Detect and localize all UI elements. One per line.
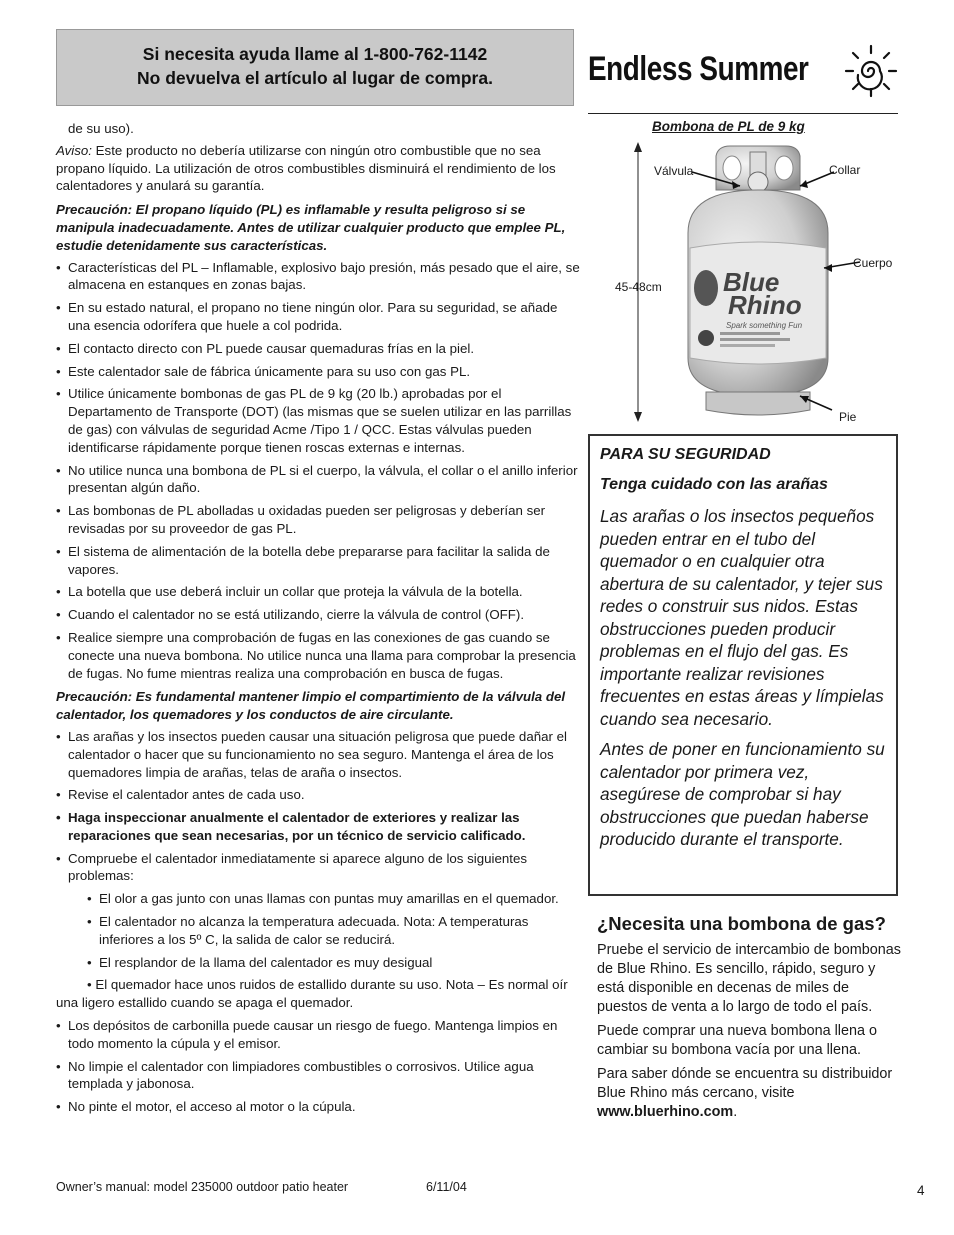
tank-diagram-title: Bombona de PL de 9 kg <box>652 119 805 134</box>
sub-list-item: • El resplandor de la llama del calentador es muy desigual <box>56 954 581 972</box>
list-item: • Cuando el calentador no se está utilizando, cierre la válvula de control (OFF). <box>56 606 581 624</box>
footer-date: 6/11/04 <box>426 1180 467 1194</box>
return-notice-line: No devuelva el artículo al lugar de compra. <box>137 68 493 88</box>
height-label: 45-48cm <box>615 280 662 294</box>
page-number: 4 <box>917 1183 925 1198</box>
foot-label: Pie <box>839 410 857 424</box>
caution-cleaning: Precaución: Es fundamental mantener limpio el compartimiento de la válvula del calentador, los quemadores y los conductos de aire circulante. <box>56 689 566 723</box>
list-item: • Este calentador sale de fábrica únicamente para su uso con gas PL. <box>56 363 581 381</box>
sun-logo-icon <box>842 44 900 98</box>
list-item-annual-inspection: • Haga inspeccionar anualmente el calentador de exteriores y realizar las reparaciones que sean necesarias, por un técnico de servicio calificado. <box>56 809 581 845</box>
caution-lp: Precaución: El propano líquido (PL) es inflamable y resulta peligroso si se manipula inadecuadamente. Antes de utilizar cualquier producto que emplee PL, estudie detenidamente sus características. <box>56 202 566 253</box>
tank-tagline: Spark something Fun <box>726 321 803 330</box>
aviso-text: Este producto no debería utilizarse con ningún otro combustible que no sea propano líquido. La utilización de otros combustibles disminuirá el rendimiento de los calentadores y anulará su garantía. <box>56 142 556 194</box>
help-phone-line: Si necesita ayuda llame al 1-800-762-1142 <box>142 44 488 64</box>
sub-list-item: • El calentador no alcanza la temperatura adecuada. Nota: A temperaturas inferiores a los 5º C, la salida de calor se reducirá. <box>56 913 581 949</box>
aviso-label: Aviso: <box>56 142 92 158</box>
list-item: • Los depósitos de carbonilla puede causar un riesgo de fuego. Mantenga limpios en todo momento la cúpula y el emisor. <box>56 1017 581 1053</box>
brand-logo-text: Endless Summer <box>588 50 809 88</box>
safety-heading: PARA SU SEGURIDAD <box>600 446 771 463</box>
visit-text: Para saber dónde se encuentra su distribuidor Blue Rhino más cercano, visite <box>597 1066 893 1101</box>
sub-list-item: • El olor a gas junto con unas llamas con puntas muy amarillas en el quemador. <box>56 890 581 908</box>
aviso-paragraph <box>56 142 581 195</box>
list-item: • Revise el calentador antes de cada uso. <box>56 786 581 804</box>
body-label: Cuerpo <box>853 256 893 270</box>
tank-brand-text-2: Rhino <box>728 290 802 320</box>
spider-safety-box <box>588 434 898 896</box>
bluerhino-link[interactable]: www.bluerhino.com <box>597 1104 734 1120</box>
need-tank-paragraph-2: Puede comprar una nueva bombona llena o cambiar su bombona vacía por una llena. <box>597 1023 878 1058</box>
list-item-check-problems: • Compruebe el calentador inmediatamente si aparece alguno de los siguientes problemas: <box>56 850 581 886</box>
safety-subheading: Tenga cuidado con las arañas <box>600 475 828 493</box>
need-tank-title: ¿Necesita una bombona de gas? <box>597 913 886 934</box>
need-tank-paragraph-3 <box>597 1065 902 1122</box>
sub-list-item-noise: • El quemador hace unos ruidos de estallido durante su uso. Nota – Es normal oír una ligero estallido cuando se apaga el quemador. <box>56 977 568 1011</box>
list-item: • Utilice únicamente bombonas de gas PL de 9 kg (20 lb.) aprobadas por el Departamento de Transporte (DOT) (las mismas que se suelen utilizar en las parrillas de gas) con válvulas de seguridad Acme /Tipo 1 / QCC. Estas válvulas pueden identificarse rápidamente porque tienen roscas externas e internas. <box>56 385 581 456</box>
period: . <box>733 1104 738 1120</box>
list-item: • El sistema de alimentación de la botella debe prepararse para facilitar la salida de vapores. <box>56 543 581 579</box>
continued-text: de su uso). <box>68 121 134 136</box>
list-item: • Las arañas y los insectos pueden causar una situación peligrosa que puede dañar el calentador o hacer que su funcionamiento no sea seguro. Mantenga el área de los quemadores limpia de arañas, telas de araña o insectos. <box>56 728 581 781</box>
list-item: • No pinte el motor, el acceso al motor o la cúpula. <box>56 1098 581 1116</box>
list-item: • En su estado natural, el propano no tiene ningún olor. Para su seguridad, se añade una esencia odorífera que huele a col podrida. <box>56 299 581 335</box>
safety-paragraph: Las arañas o los insectos pequeños pueden entrar en el tubo del quemador o en cualquier otra abertura de su calentador, y tejer sus redes o construir sus nidos. Estas obstrucciones pueden producir problemas en el flujo del gas. Es importante realizar revisiones frecuentes en estas áreas y límpielas cuando sea necesario. <box>600 506 884 729</box>
list-item: • Las bombonas de PL abolladas u oxidadas pueden ser peligrosas y deberían ser revisadas por su proveedor de gas PL. <box>56 502 581 538</box>
list-item: • Realice siempre una comprobación de fugas en las conexiones de gas cuando se conecte una nueva bombona. No utilice nunca una llama para comprobar la presencia de fugas. No fume mientras realiza una comprobación en busca de fugas. <box>56 629 581 682</box>
list-item: • No limpie el calentador con limpiadores combustibles o corrosivos. Utilice agua templada y jabonosa. <box>56 1058 581 1094</box>
help-banner <box>56 29 574 106</box>
footer-manual: Owner’s manual: model 235000 outdoor patio heater <box>56 1180 349 1194</box>
list-item: • El contacto directo con PL puede causar quemaduras frías en la piel. <box>56 340 581 358</box>
header-rule <box>588 113 898 114</box>
safety-instructions-column <box>56 120 581 1121</box>
valve-label: Válvula <box>654 164 694 178</box>
need-tank-section <box>597 912 902 1127</box>
list-item: • No utilice nunca una bombona de PL si el cuerpo, la válvula, el collar o el anillo inferior presentan algún daño. <box>56 462 581 498</box>
tank-brand-text: Blue <box>723 267 780 297</box>
collar-label: Collar <box>829 163 861 177</box>
need-tank-paragraph: Pruebe el servicio de intercambio de bombonas de Blue Rhino. Es sencillo, rápido, seguro y está disponible en decenas de miles de puestos de venta a lo largo de todo el país. <box>597 942 901 1015</box>
safety-paragraph-2: Antes de poner en funcionamiento su calentador por primera vez, asegúrese de comprobar si hay obstrucciones que puedan haberse producido durante el transporte. <box>600 739 885 849</box>
list-item: • Características del PL – Inflamable, explosivo bajo presión, más pesado que el aire, se almacena en estanques en zonas bajas. <box>56 259 581 295</box>
list-item: • La botella que use deberá incluir un collar que proteja la válvula de la botella. <box>56 583 581 601</box>
